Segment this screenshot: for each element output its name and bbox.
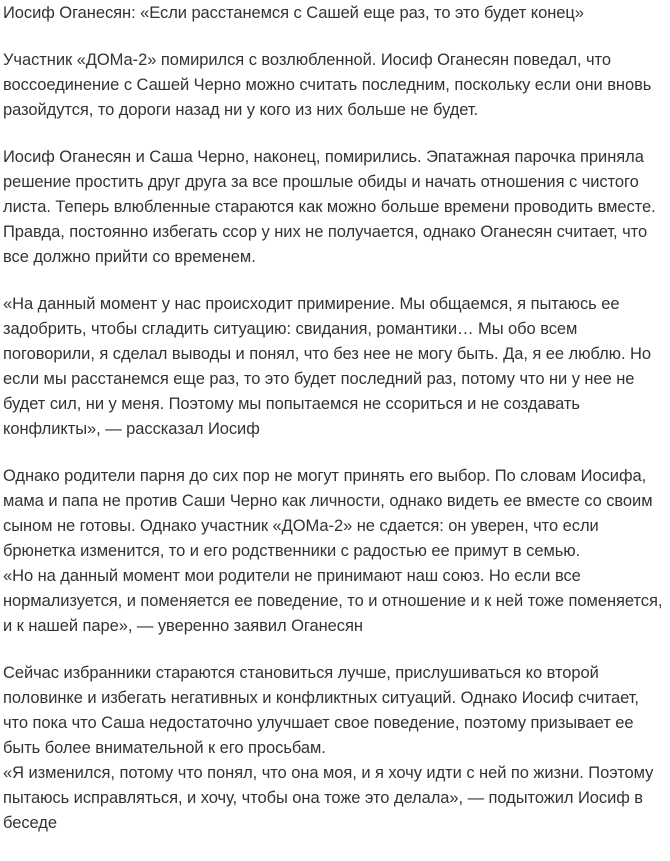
article-paragraph-5-quote: «Но на данный момент мои родители не принимают наш союз. Но если все нормализуется, и поменяется ее поведение, то и отношение и к ней тоже поменяется, и к нашей паре», — уверенно заявил Оганесян xyxy=(3,567,663,635)
article-paragraph-4: Однако родители парня до сих пор не могут принять его выбор. По словам Иосифа, мама и папа не против Саши Черно как личности, однако видеть ее вместе со своим сыном не готовы. Однако участник «ДОМа-2» не сдается: он уверен, что если брюнетка изменится, то и его родственники с радостью ее примут в семью. xyxy=(3,467,653,560)
article-paragraph-6: Сейчас избранники стараются становиться лучше, прислушиваться ко второй половинке и избегать негативных и конфликтных ситуаций. Однако Иосиф считает, что пока что Саша недостаточно улучшает свое поведение, поэтому призывает ее быть более внимательной к его просьбам. xyxy=(3,664,639,757)
article-title: Иосиф Оганесян: «Если расстанемся с Сашей еще раз, то это будет конец» xyxy=(3,4,584,22)
article-paragraph-2: Иосиф Оганесян и Саша Черно, наконец, помирились. Эпатажная парочка приняла решение простить друг друга за все прошлые обиды и начать отношения с чистого листа. Теперь влюбленные стараются как можно больше времени проводить вместе. Правда, постоянно избегать ссор у них не получается, однако Оганесян считает, что все должно прийти со временем. xyxy=(3,148,656,266)
article-paragraph-3-quote: «На данный момент у нас происходит примирение. Мы общаемся, я пытаюсь ее задобрить, чтобы сгладить ситуацию: свидания, романтики… Мы обо всем поговорили, я сделал выводы и понял, что без нее не могу быть. Да, я ее люблю. Но если мы расстанемся еще раз, то это будет последний раз, потому что ни у нее не будет сил, ни у меня. Поэтому мы попытаемся не ссориться и не создавать конфликты», — рассказал Иосиф xyxy=(3,295,651,438)
article-paragraph-1: Участник «ДОМа-2» помирился с возлюбленной. Иосиф Оганесян поведал, что воссоединение с Сашей Черно можно считать последним, поскольку если они вновь разойдутся, то дороги назад ни у кого из них больше не будет. xyxy=(3,51,652,119)
article-paragraph-7-quote: «Я изменился, потому что понял, что она моя, и я хочу идти с ней по жизни. Поэтому пытаюсь исправляться, и хочу, чтобы она тоже это делала», — подытожил Иосиф в беседе xyxy=(3,764,654,832)
